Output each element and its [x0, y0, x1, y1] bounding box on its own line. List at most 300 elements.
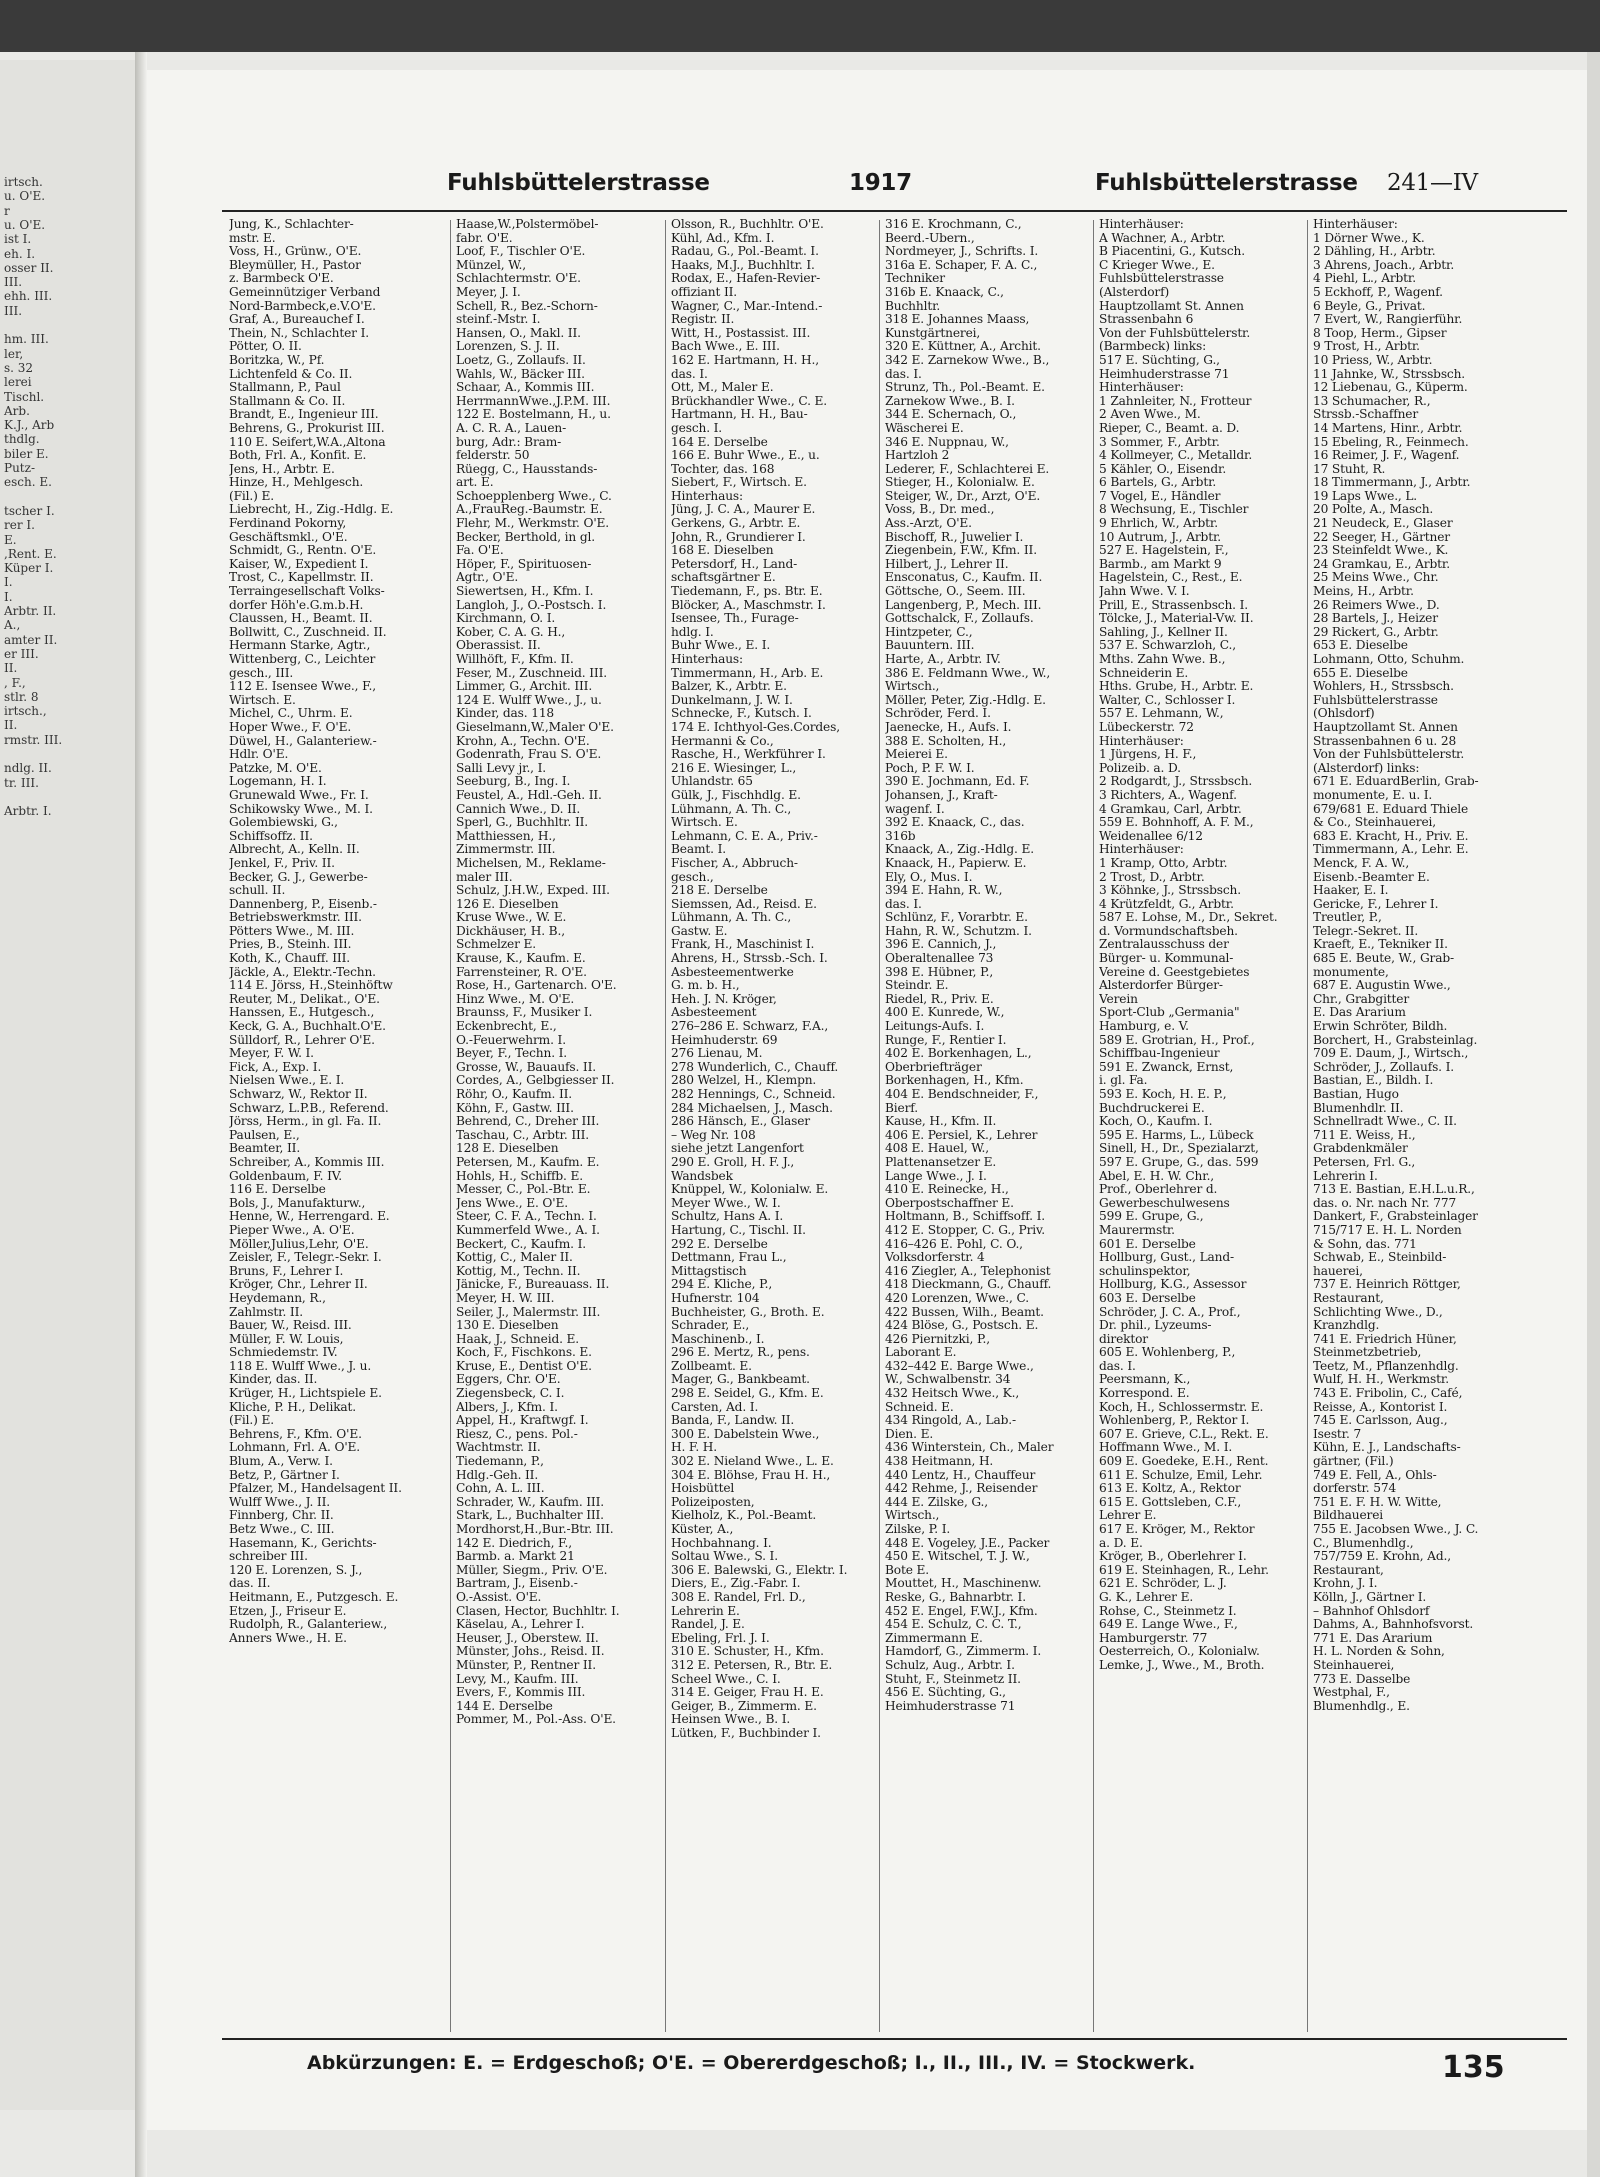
left-page-fragment: , F., — [4, 675, 26, 690]
directory-entry: Wachtmstr. II. — [456, 1441, 541, 1455]
directory-entry: Schaar, A., Kommis III. — [456, 381, 595, 395]
directory-entry: Hauptzollamt St. Annen — [1313, 720, 1458, 734]
directory-entry: Ely, O., Mus. I. — [885, 870, 973, 884]
directory-entry: 112 E. Isensee Wwe., F., — [229, 680, 376, 694]
directory-entry: 755 E. Jacobsen Wwe., J. C. — [1313, 1523, 1479, 1536]
directory-entry: 316b — [885, 829, 916, 843]
directory-entry: das. I. — [671, 367, 708, 381]
directory-entry: 599 E. Grupe, G., — [1099, 1210, 1204, 1224]
directory-entry: 416–426 E. Pohl, C. O., — [885, 1237, 1023, 1251]
directory-entry: 741 E. Friedrich Hüner, — [1313, 1332, 1457, 1346]
directory-entry: Mordhorst,H.,Bur.-Btr. III. — [456, 1523, 614, 1536]
directory-entry: Koch, H., Schlossermstr. E. — [1099, 1400, 1264, 1414]
directory-entry: Both, Frl. A., Konfit. E. — [229, 449, 367, 463]
directory-entry: Eggers, Chr. O'E. — [456, 1373, 561, 1387]
header-page-ref: 241—IV — [1387, 170, 1478, 196]
directory-entry: Prill, E., Strassenbsch. I. — [1099, 598, 1249, 612]
directory-entry: 745 E. Carlsson, Aug., — [1313, 1414, 1448, 1428]
directory-entry: das. I. — [885, 897, 922, 911]
directory-entry: Frank, H., Maschinist I. — [671, 938, 815, 952]
directory-entry: Bauer, W., Reisd. III. — [229, 1319, 352, 1333]
directory-entry: John, R., Grundierer I. — [671, 530, 806, 544]
directory-entry: Carsten, Ad. I. — [671, 1400, 759, 1414]
directory-entry: Teetz, M., Pflanzenhdlg. — [1313, 1359, 1459, 1373]
directory-entry: Meierei E. — [885, 748, 948, 762]
directory-entry: Grunewald Wwe., Fr. I. — [229, 788, 369, 802]
directory-entry: (Ohlsdorf) — [1313, 707, 1375, 721]
directory-entry: 308 E. Randel, Frl. D., — [671, 1590, 806, 1604]
directory-entry: Geschäftsmkl., O'E. — [229, 530, 348, 544]
directory-entry: Mths. Zahn Wwe. B., — [1099, 653, 1226, 666]
directory-entry: Polizeiposten, — [671, 1495, 755, 1509]
directory-entry: Steer, C. F. A., Techn. I. — [456, 1210, 597, 1224]
header-street-left: Fuhlsbüttelerstrasse — [447, 170, 710, 196]
directory-entry: 12 Liebenau, G., Küperm. — [1313, 381, 1468, 395]
directory-entry: Hdlr. O'E. — [229, 748, 289, 762]
directory-entry: Godenrath, Frau S. O'E. — [456, 748, 602, 762]
directory-entry: Jung, K., Schlachter- — [229, 218, 354, 231]
directory-entry: 2 Dähling, H., Arbtr. — [1313, 245, 1436, 259]
directory-entry: Kielholz, K., Pol.-Beamt. — [671, 1509, 817, 1523]
directory-entry: Kober, C. A. G. H., — [456, 625, 566, 639]
directory-entry: Schmiedemstr. IV. — [229, 1346, 338, 1360]
directory-entry: Polizeib. a. D. — [1099, 761, 1181, 775]
directory-entry: Kröger, B., Oberlehrer I. — [1099, 1550, 1247, 1564]
directory-entry: siehe jetzt Langenfort — [671, 1142, 804, 1156]
directory-entry: Hasemann, K., Gerichts- — [229, 1536, 377, 1550]
directory-entry: Lemke, J., Wwe., M., Broth. — [1099, 1658, 1265, 1672]
directory-entry: Pötters Wwe., M. III. — [229, 924, 355, 938]
directory-entry: Lühmann, A. Th. C., — [671, 911, 792, 925]
directory-entry: Gülk, J., Fischhdlg. E. — [671, 788, 801, 802]
directory-entry: 456 E. Süchting, G., — [885, 1686, 1006, 1700]
directory-entry: 613 E. Koltz, A., Rektor — [1099, 1482, 1241, 1496]
directory-entry: Bürger- u. Kommunal- — [1099, 952, 1234, 966]
directory-entry: das. II. — [229, 1577, 271, 1591]
directory-entry: Jüng, J. C. A., Maurer E. — [671, 503, 816, 517]
directory-entry: Levy, M., Kaufm. III. — [456, 1672, 579, 1686]
directory-entry: Willhöft, F., Kfm. II. — [456, 653, 574, 666]
directory-entry: 404 E. Bendschneider, F., — [885, 1088, 1039, 1101]
directory-entry: 162 E. Hartmann, H. H., — [671, 353, 819, 367]
directory-entry: Röhr, O., Kaufm. II. — [456, 1088, 573, 1101]
directory-entry: Jaenecke, H., Aufs. I. — [885, 720, 1012, 734]
directory-entry: Ziegenbein, F.W., Kfm. II. — [885, 544, 1037, 558]
directory-entry: 23 Steinfeldt Wwe., K. — [1313, 544, 1449, 558]
directory-entry: Restaurant, — [1313, 1291, 1384, 1305]
directory-entry: 3 Sommer, F., Arbtr. — [1099, 435, 1220, 449]
directory-entry: Betz Wwe., C. III. — [229, 1523, 335, 1536]
directory-entry: Münster, P., Rentner II. — [456, 1658, 596, 1672]
directory-entry: Stieger, H., Kolonialw. E. — [885, 476, 1035, 490]
directory-entry: Kottig, M., Techn. II. — [456, 1264, 581, 1278]
directory-entry: 601 E. Derselbe — [1099, 1237, 1196, 1251]
directory-entry: 276–286 E. Schwarz, F.A., — [671, 1020, 829, 1034]
directory-entry: Meins, H., Arbtr. — [1313, 585, 1414, 599]
directory-entry: Schröder, J., Zollaufs. I. — [1313, 1060, 1455, 1074]
directory-entry: Langenberg, P., Mech. III. — [885, 598, 1042, 612]
directory-entry: Münzel, W., — [456, 258, 526, 272]
directory-entry: 216 E. Wiesinger, L., — [671, 761, 797, 775]
directory-entry: Michel, C., Uhrm. E. — [229, 707, 353, 721]
directory-entry: Ott, M., Maler E. — [671, 381, 774, 395]
left-page-fragment: u. O'E. — [4, 217, 46, 232]
directory-entry: Fa. O'E. — [456, 544, 504, 558]
directory-entry: Steinhauerei, — [1313, 1658, 1395, 1672]
directory-entry: Heydemann, R., — [229, 1291, 326, 1305]
directory-entry: hauerei, — [1313, 1264, 1363, 1278]
directory-entry: Jäckle, A., Elektr.-Techn. — [229, 965, 376, 979]
directory-entry: Haaks, M.J., Buchhltr. I. — [671, 258, 815, 272]
directory-entry: 286 Hänsch, E., Glaser — [671, 1115, 810, 1129]
directory-entry: Sahling, J., Kellner II. — [1099, 625, 1228, 639]
directory-entry: 318 E. Johannes Maass, — [885, 313, 1030, 327]
directory-entry: Lütken, F., Buchbinder I. — [671, 1726, 821, 1740]
directory-entry: Feustel, A., Hdl.-Geh. II. — [456, 788, 602, 802]
directory-entry: Jänicke, F., Bureauass. II. — [456, 1278, 610, 1292]
directory-entry: Sülldorf, R., Lehrer O'E. — [229, 1033, 375, 1047]
footer-rule — [222, 2038, 1567, 2040]
directory-entry: Betz, P., Gärtner I. — [229, 1468, 340, 1482]
directory-entry: Rose, H., Gartenarch. O'E. — [456, 979, 617, 993]
directory-entry: Mittagstisch — [671, 1264, 747, 1278]
directory-entry: Lehmann, C. E. A., Priv.- — [671, 829, 818, 843]
directory-entry: Hartzloh 2 — [885, 449, 950, 463]
directory-entry: 607 E. Grieve, C.L., Rekt. E. — [1099, 1427, 1269, 1441]
directory-entry: Gieselmann,W.,Maler O'E. — [456, 720, 614, 734]
directory-entry: Fischer, A., Abbruch- — [671, 856, 798, 870]
directory-entry: Tochter, das. 168 — [671, 462, 775, 476]
directory-entry: Eckenbrecht, E., — [456, 1020, 557, 1034]
directory-entry: Zentralausschuss der — [1099, 938, 1229, 952]
directory-entry: Rodax, E., Hafen-Revier- — [671, 272, 821, 286]
directory-entry: Hagelstein, C., Rest., E. — [1099, 571, 1243, 585]
directory-entry: Schneid. E. — [885, 1400, 954, 1414]
directory-entry: Boritzka, W., Pf. — [229, 353, 325, 367]
directory-entry: Heimhuderstr. 69 — [671, 1033, 778, 1047]
directory-entry: Logemann, H. I. — [229, 775, 327, 789]
directory-entry: Reske, G., Bahnarbtr. I. — [885, 1590, 1026, 1604]
directory-entry: 276 Lienau, M. — [671, 1047, 763, 1061]
directory-entry: gesch. I. — [671, 421, 723, 435]
directory-entry: Rieper, C., Beamt. a. D. — [1099, 421, 1240, 435]
directory-entry: Küster, A., — [671, 1523, 734, 1536]
directory-entry: Dannenberg, P., Eisenb.- — [229, 897, 377, 911]
directory-entry: 593 E. Koch, H. E. P., — [1099, 1088, 1227, 1101]
directory-entry: Heitmann, E., Putzgesch. E. — [229, 1590, 399, 1604]
directory-entry: Wagner, C., Mar.-Intend.- — [671, 299, 823, 313]
left-page-fragment: II. — [4, 661, 18, 676]
directory-entry: Knüppel, W., Kolonialw. E. — [671, 1183, 829, 1197]
directory-entry: Braunss, F., Musiker I. — [456, 1006, 593, 1020]
directory-entry: 4 Piehl, L., Arbtr. — [1313, 272, 1416, 286]
directory-entry: schull. II. — [229, 884, 286, 898]
directory-entry: 166 E. Buhr Wwe., E., u. — [671, 449, 820, 463]
directory-entry: 737 E. Heinrich Röttger, — [1313, 1278, 1461, 1292]
directory-entry: 587 E. Lohse, M., Dr., Sekret. — [1099, 911, 1278, 925]
directory-entry: B Piacentini, G., Kutsch. — [1099, 245, 1245, 259]
directory-entry: 344 E. Schernach, O., — [885, 408, 1017, 422]
directory-entry: 422 Bussen, Wilh., Beamt. — [885, 1305, 1044, 1319]
directory-entry: 19 Laps Wwe., L. — [1313, 489, 1418, 503]
directory-entry: 6 Bartels, G., Arbtr. — [1099, 476, 1217, 490]
directory-entry: Mouttet, H., Maschinenw. — [885, 1577, 1042, 1591]
directory-entry: HerrmannWwe.,J.P.M. III. — [456, 394, 611, 408]
directory-entry: Blöcker, A., Maschmstr. I. — [671, 598, 826, 612]
directory-entry: Hermanni & Co., — [671, 734, 774, 748]
directory-entry: 671 E. EduardBerlin, Grab- — [1313, 775, 1479, 789]
directory-entry: Brückhandler Wwe., C. E. — [671, 394, 828, 408]
directory-entry: 416 Ziegler, A., Telephonist — [885, 1264, 1051, 1278]
directory-entry: Müller, Siegm., Priv. O'E. — [456, 1563, 608, 1577]
left-page-fragment: Arb. — [4, 403, 30, 418]
directory-entry: Schwarz, W., Rektor II. — [229, 1088, 368, 1101]
left-page-fragment: osser II. — [4, 260, 54, 275]
directory-entry: Borchert, H., Grabsteinlag. — [1313, 1033, 1478, 1047]
left-page-fragment: ,Rent. E. — [4, 546, 57, 561]
directory-entry: Rasche, H., Werkführer I. — [671, 748, 826, 762]
directory-entry: Claussen, H., Beamt. II. — [229, 612, 373, 626]
directory-entry: Heimhuderstrasse 71 — [1099, 367, 1230, 381]
directory-entry: Nielsen Wwe., E. I. — [229, 1074, 345, 1088]
directory-entry: Gericke, F., Lehrer I. — [1313, 897, 1439, 911]
left-page-fragment: K.J., Arb — [4, 418, 55, 433]
directory-entry: 420 Lorenzen, Wwe., C. — [885, 1291, 1029, 1305]
directory-entry: Fuhlsbüttelerstrasse — [1313, 693, 1438, 707]
left-page-fragment: I. — [4, 589, 13, 604]
directory-entry: Tölcke, J., Material-Vw. II. — [1099, 612, 1254, 626]
directory-entry: Johansen, J., Kraft- — [885, 788, 998, 802]
left-page-fragment: II. — [4, 718, 18, 733]
directory-entry: 144 E. Derselbe — [456, 1699, 553, 1713]
directory-entry: Graf, A., Bureauchef I. — [229, 313, 365, 327]
directory-entry: 715/717 E. H. L. Norden — [1313, 1223, 1462, 1237]
directory-entry: Diers, E., Zig.-Fabr. I. — [671, 1577, 801, 1591]
directory-entry: Heh. J. N. Kröger, — [671, 992, 777, 1006]
directory-entry: Matthiessen, H., — [456, 829, 556, 843]
directory-entry: offiziant II. — [671, 285, 738, 299]
directory-entry: Bols, J., Manufakturw., — [229, 1196, 366, 1210]
directory-entry: Becker, Berthold, in gl. — [456, 530, 595, 544]
column-divider — [879, 220, 880, 2032]
directory-entry: 454 E. Schulz, C. C. T., — [885, 1618, 1022, 1632]
directory-entry: Petersdorf, H., Land- — [671, 557, 798, 571]
directory-entry: Münster, Johs., Reisd. II. — [456, 1645, 605, 1659]
directory-entry: Möller, Peter, Zig.-Hdlg. E. — [885, 693, 1046, 707]
directory-entry: Albrecht, A., Kelln. II. — [229, 843, 360, 857]
directory-entry: Zeisler, F., Telegr.-Sekr. I. — [229, 1251, 382, 1265]
directory-entry: Isensee, Th., Furage- — [671, 612, 799, 626]
directory-entry: hdlg. I. — [671, 625, 714, 639]
directory-entry: Schell, R., Bez.-Schorn- — [456, 299, 598, 313]
directory-entry: 298 E. Seidel, G., Kfm. E. — [671, 1387, 824, 1401]
directory-entry: Rohse, C., Steinmetz I. — [1099, 1604, 1237, 1618]
directory-entry: Schulz, Aug., Arbtr. I. — [885, 1658, 1015, 1672]
directory-column-2 — [456, 218, 662, 2033]
directory-entry: 448 E. Vogeley, J.E., Packer — [885, 1536, 1050, 1550]
directory-entry: Steinmetzbetrieb, — [1313, 1346, 1422, 1360]
directory-entry: 142 E. Diedrich, F., — [456, 1536, 572, 1550]
directory-entry: Dickhäuser, H. B., — [456, 924, 565, 938]
directory-entry: Wohlers, H., Strssbsch. — [1313, 680, 1454, 694]
directory-entry: Eisenb.-Beamter E. — [1313, 870, 1430, 884]
directory-entry: Randel, J. E. — [671, 1618, 745, 1632]
directory-entry: Hinterhäuser: — [1099, 218, 1184, 231]
directory-entry: Sinell, H., Dr., Spezialarzt, — [1099, 1142, 1259, 1156]
directory-entry: Kinder, das. 118 — [456, 707, 555, 721]
directory-entry: Hoper Wwe., F. O'E. — [229, 720, 352, 734]
directory-entry: 316 E. Krochmann, C., — [885, 218, 1022, 231]
directory-entry: 412 E. Stopper, C. G., Priv. — [885, 1223, 1046, 1237]
directory-entry: Wirtsch. E. — [671, 816, 738, 830]
directory-entry: 709 E. Daum, J., Wirtsch., — [1313, 1047, 1469, 1061]
directory-entry: Schneiderin E. — [1099, 666, 1189, 680]
directory-entry: 24 Gramkau, E., Arbtr. — [1313, 557, 1450, 571]
directory-entry: Blumenhdlr. II. — [1313, 1101, 1404, 1115]
directory-entry: wagenf. I. — [885, 802, 945, 816]
directory-entry: 432 Heitsch Wwe., K., — [885, 1387, 1020, 1401]
directory-entry: 130 E. Dieselben — [456, 1319, 559, 1333]
directory-entry: Stallmann, P., Paul — [229, 381, 341, 395]
directory-entry: 386 E. Feldmann Wwe., W., — [885, 666, 1051, 680]
directory-entry: 1 Zahnleiter, N., Frotteur — [1099, 394, 1252, 408]
directory-entry: Tiedemann, P., — [456, 1455, 544, 1469]
directory-entry: 743 E. Fribolin, C., Café, — [1313, 1387, 1463, 1401]
directory-entry: Schröder, Ferd. I. — [885, 707, 991, 721]
directory-entry: Schröder, J. C. A., Prof., — [1099, 1305, 1241, 1319]
directory-entry: Sperl, G., Buchhltr. II. — [456, 816, 589, 830]
directory-entry: Wirtsch., — [885, 680, 940, 694]
directory-entry: Bastian, E., Bildh. I. — [1313, 1074, 1434, 1088]
directory-entry: Techniker — [885, 272, 945, 286]
directory-entry: Strssb.-Schaffner — [1313, 408, 1419, 422]
left-page-fragment: stlr. 8 — [4, 689, 39, 704]
directory-entry: dorfer Höh'e.G.m.b.H. — [229, 598, 364, 612]
directory-entry: Hilbert, J., Lehrer II. — [885, 557, 1009, 571]
directory-entry: 527 E. Hagelstein, F., — [1099, 544, 1229, 558]
directory-entry: 164 E. Derselbe — [671, 435, 768, 449]
directory-entry: Olsson, R., Buchhltr. O'E. — [671, 218, 824, 231]
directory-entry: Kruse Wwe., W. E. — [456, 911, 567, 925]
directory-entry: 679/681 E. Eduard Thiele — [1313, 802, 1469, 816]
directory-entry: Hamburgerstr. 77 — [1099, 1631, 1208, 1645]
directory-entry: Zilske, P. I. — [885, 1523, 951, 1536]
directory-entry: Geiger, B., Zimmerm. E. — [671, 1699, 817, 1713]
directory-entry: 605 E. Wohlenberg, P., — [1099, 1346, 1236, 1360]
directory-entry: C., Blumenhdlg., — [1313, 1536, 1414, 1550]
directory-entry: Runge, F., Rentier I. — [885, 1033, 1007, 1047]
directory-entry: Oberbriefträger — [885, 1060, 982, 1074]
directory-entry: 434 Ringold, A., Lab.- — [885, 1414, 1016, 1428]
directory-entry: & Sohn, das. 771 — [1313, 1237, 1417, 1251]
directory-entry: Dr. phil., Lyzeums- — [1099, 1319, 1212, 1333]
directory-entry: Dahms, A., Bahnhofsvorst. — [1313, 1618, 1474, 1632]
directory-entry: Käselau, A., Lehrer I. — [456, 1618, 585, 1632]
directory-entry: Lehrerin I. — [1313, 1169, 1378, 1183]
directory-entry: Müller, F. W. Louis, — [229, 1332, 344, 1346]
directory-entry: Hoffmann Wwe., M. I. — [1099, 1441, 1233, 1455]
directory-entry: monumente, — [1313, 965, 1389, 979]
directory-entry: Bote E. — [885, 1563, 929, 1577]
directory-entry: Evers, F., Kommis III. — [456, 1686, 586, 1700]
directory-entry: Radau, G., Pol.-Beamt. I. — [671, 245, 819, 259]
left-page-fragment: A., — [4, 618, 21, 633]
directory-entry: 282 Hennings, C., Schneid. — [671, 1088, 836, 1101]
directory-entry: 609 E. Goedeke, E.H., Rent. — [1099, 1455, 1269, 1469]
directory-entry: gärtner, (Fil.) — [1313, 1455, 1394, 1469]
directory-entry: 122 E. Bostelmann, H., u. — [456, 408, 611, 422]
column-divider — [450, 220, 451, 2032]
directory-entry: Schlünz, F., Vorarbtr. E. — [885, 911, 1028, 925]
directory-entry: 312 E. Petersen, R., Btr. E. — [671, 1658, 833, 1672]
directory-entry: Buchdruckerei E. — [1099, 1101, 1205, 1115]
directory-entry: Bierf. — [885, 1101, 918, 1115]
directory-column-3 — [671, 218, 876, 2033]
directory-entry: Blumenhdlg., E. — [1313, 1699, 1410, 1713]
directory-entry: gesch., III. — [229, 666, 294, 680]
left-page-fragment: ehh. III. — [4, 289, 53, 304]
directory-entry: Voss, H., Grünw., O'E. — [229, 245, 362, 259]
directory-entry: 292 E. Derselbe — [671, 1237, 768, 1251]
directory-entry: 388 E. Scholten, H., — [885, 734, 1007, 748]
directory-entry: Bildhauerei — [1313, 1509, 1384, 1523]
directory-entry: Finnberg, Chr. II. — [229, 1509, 334, 1523]
directory-entry: Abel, E. H. W. Chr., — [1099, 1169, 1215, 1183]
directory-entry: Messer, C., Pol.-Btr. E. — [456, 1183, 591, 1197]
directory-column-4 — [885, 218, 1090, 2033]
directory-entry: 4 Gramkau, Carl, Arbtr. — [1099, 802, 1242, 816]
directory-entry: Liebrecht, H., Zig.-Hdlg. E. — [229, 503, 394, 517]
directory-entry: Thein, N., Schlachter I. — [229, 326, 369, 340]
directory-entry: 128 E. Dieselben — [456, 1142, 559, 1156]
directory-entry: 18 Timmermann, J., Arbtr. — [1313, 476, 1471, 490]
directory-entry: (Fil.) E. — [229, 489, 274, 503]
directory-entry: Jörss, Herm., in gl. Fa. II. — [229, 1115, 382, 1129]
directory-entry: Bauuntern. III. — [885, 639, 975, 653]
directory-entry: Zimmermstr. III. — [456, 843, 556, 857]
directory-entry: Schnellradt Wwe., C. II. — [1313, 1115, 1457, 1129]
directory-entry: 711 E. Weiss, H., — [1313, 1128, 1416, 1142]
directory-entry: 683 E. Kracht, H., Priv. E. — [1313, 829, 1469, 843]
directory-entry: 406 E. Persiel, K., Lehrer — [885, 1128, 1038, 1142]
directory-entry: Stark, L., Buchhalter III. — [456, 1509, 604, 1523]
left-page-fragment: E. — [4, 532, 17, 547]
directory-entry: 390 E. Jochmann, Ed. F. — [885, 775, 1030, 789]
directory-entry: 320 E. Küttner, A., Archit. — [885, 340, 1041, 354]
directory-entry: Pötter, O. II. — [229, 340, 302, 354]
directory-entry: Hths. Grube, H., Arbtr. E. — [1099, 680, 1254, 694]
directory-entry: gesch., — [671, 870, 714, 884]
directory-entry: Koch, O., Kaufm. I. — [1099, 1115, 1213, 1129]
directory-entry: Wohlenberg, P., Rektor I. — [1099, 1414, 1250, 1428]
directory-entry: Hinterhaus: — [671, 653, 743, 666]
left-page-fragment: ler, — [4, 346, 24, 361]
directory-entry: Meyer, H. W. III. — [456, 1291, 555, 1305]
directory-entry: Wahls, W., Bäcker III. — [456, 367, 585, 381]
directory-entry: fabr. O'E. — [456, 231, 513, 245]
directory-entry: 1 Dörner Wwe., K. — [1313, 231, 1425, 245]
directory-entry: Loof, F., Tischler O'E. — [456, 245, 586, 259]
directory-entry: 396 E. Cannich, J., — [885, 938, 997, 952]
directory-entry: Zollbeamt. E. — [671, 1359, 752, 1373]
directory-entry: Hinterhaus: — [671, 489, 743, 503]
directory-entry: Kunstgärtnerei, — [885, 326, 981, 340]
directory-entry: 418 Dieckmann, G., Chauff. — [885, 1278, 1052, 1292]
directory-column-5 — [1099, 218, 1304, 2033]
left-page-fragment: irtsch. — [4, 175, 43, 189]
directory-entry: 3 Richters, A., Wagenf. — [1099, 788, 1237, 802]
directory-entry: 25 Meins Wwe., Chr. — [1313, 571, 1439, 585]
